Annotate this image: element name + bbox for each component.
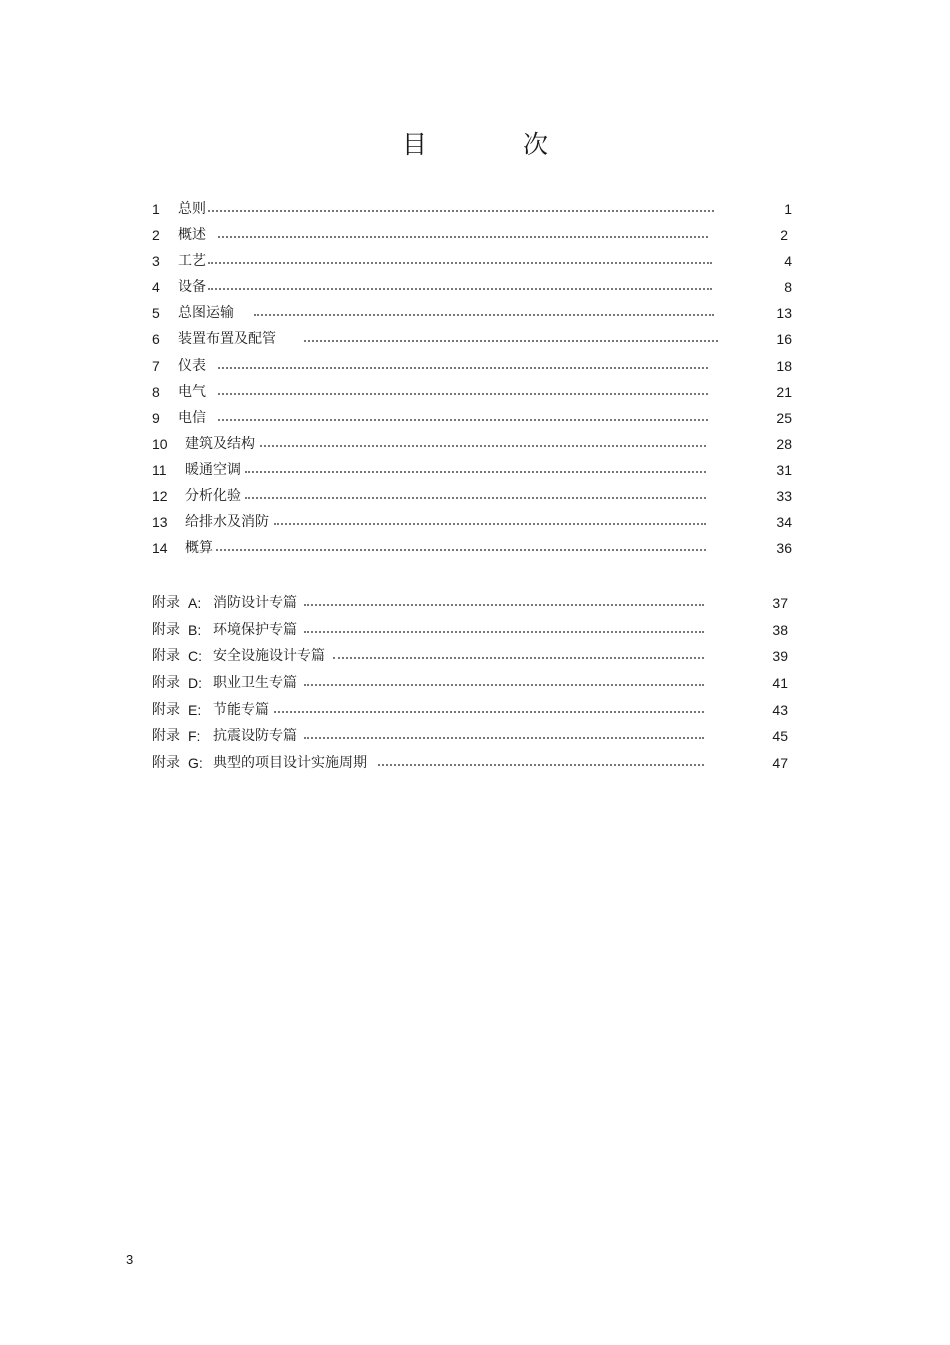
appendix-prefix: 附录 (152, 755, 180, 772)
toc-entry[interactable] (152, 248, 792, 274)
appendix-label: 安全设施设计专篇 (213, 648, 325, 665)
appendix-page: 37 (772, 595, 788, 611)
appendix-letter: F: (188, 728, 201, 745)
toc-entry-number: 7 (152, 357, 160, 374)
dot-leader (245, 495, 706, 499)
toc-entry-page: 2 (780, 227, 788, 244)
appendix-entry[interactable] (152, 617, 788, 644)
toc-entry[interactable] (152, 405, 792, 431)
appendix-prefix: 附录 (152, 675, 180, 692)
toc-entry-number: 9 (152, 409, 160, 426)
toc-entry[interactable] (152, 222, 792, 248)
appendix-letter: E: (188, 701, 202, 718)
appendix-label: 消防设计专篇 (213, 595, 297, 611)
appendix-letter: A: (188, 595, 202, 611)
appendix-page: 47 (772, 755, 788, 772)
toc-entry-page: 36 (776, 540, 792, 557)
appendix-prefix: 附录 (152, 595, 180, 611)
toc-entry[interactable] (152, 509, 792, 535)
dot-leader (218, 234, 708, 238)
page-number: 3 (126, 1252, 134, 1267)
toc-entry-number: 4 (152, 279, 160, 296)
appendix-page: 39 (772, 648, 788, 665)
appendix-prefix: 附录 (152, 728, 180, 745)
toc-entry-page: 33 (776, 488, 792, 505)
toc-entry[interactable] (152, 326, 792, 352)
dot-leader (274, 521, 706, 525)
appendix-label: 抗震设防专篇 (213, 728, 297, 745)
toc-entry-number: 8 (152, 383, 160, 400)
appendix-prefix: 附录 (152, 701, 180, 718)
toc-entry-label: 给排水及消防 (185, 514, 269, 531)
toc-entry[interactable] (152, 274, 792, 300)
appendix-letter: B: (188, 621, 202, 638)
toc-entry-page: 21 (776, 383, 792, 400)
dot-leader (208, 260, 712, 264)
dot-leader (333, 655, 704, 659)
toc-entry-page: 25 (776, 409, 792, 426)
appendix-entry[interactable] (152, 697, 788, 724)
appendix-letter: D: (188, 675, 202, 692)
toc-entry-page: 28 (776, 435, 792, 452)
toc-entry-number: 3 (152, 253, 160, 270)
toc-entry-label: 总图运输 (178, 305, 234, 322)
appendix-label: 典型的项目设计实施周期 (213, 755, 367, 772)
appendix-page: 38 (772, 621, 788, 638)
dot-leader (208, 286, 712, 290)
toc-entry[interactable] (152, 300, 792, 326)
toc-entry-label: 装置布置及配管 (178, 331, 276, 348)
toc-entry-label: 概述 (178, 227, 206, 244)
toc-entry-label: 工艺 (178, 253, 206, 270)
toc-entry-page: 1 (784, 201, 792, 217)
toc-entry[interactable] (152, 483, 792, 509)
dot-leader (378, 762, 704, 766)
appendix-entry[interactable] (152, 643, 788, 670)
toc-entry-number: 12 (152, 488, 168, 505)
toc-entry-page: 16 (776, 331, 792, 348)
appendix-entry[interactable] (152, 750, 788, 777)
dot-leader (260, 443, 706, 447)
toc-entry-label: 设备 (178, 279, 206, 296)
toc-entry[interactable] (152, 196, 792, 222)
toc-list (152, 196, 792, 561)
appendix-prefix: 附录 (152, 621, 180, 638)
toc-entry-label: 总则 (178, 201, 206, 217)
appendix-letter: C: (188, 648, 202, 665)
toc-entry-number: 10 (152, 435, 168, 452)
appendix-page: 45 (772, 728, 788, 745)
toc-entry[interactable] (152, 457, 792, 483)
appendix-label: 职业卫生专篇 (213, 675, 297, 692)
dot-leader (304, 602, 704, 606)
toc-entry-label: 分析化验 (185, 488, 241, 505)
appendix-entry[interactable] (152, 670, 788, 697)
appendix-label: 节能专篇 (213, 701, 269, 718)
toc-entry-label: 电信 (178, 409, 206, 426)
appendix-prefix: 附录 (152, 648, 180, 665)
dot-leader (304, 629, 704, 633)
toc-entry[interactable] (152, 535, 792, 561)
toc-entry-page: 18 (776, 357, 792, 374)
appendix-entry[interactable] (152, 590, 788, 617)
dot-leader (218, 391, 708, 395)
toc-entry-page: 13 (776, 305, 792, 322)
toc-entry-number: 6 (152, 331, 160, 348)
toc-entry-number: 11 (152, 461, 167, 478)
toc-entry-number: 14 (152, 540, 168, 557)
dot-leader (245, 469, 706, 473)
toc-entry[interactable] (152, 353, 792, 379)
toc-entry-page: 8 (784, 279, 792, 296)
toc-entry-page: 4 (784, 253, 792, 270)
toc-entry-number: 13 (152, 514, 168, 531)
toc-entry-number: 2 (152, 227, 160, 244)
appendix-letter: G: (188, 755, 203, 772)
toc-entry-label: 概算 (185, 540, 213, 557)
toc-entry[interactable] (152, 379, 792, 405)
dot-leader (274, 709, 704, 713)
dot-leader (216, 547, 706, 551)
dot-leader (304, 735, 704, 739)
toc-entry-number: 1 (152, 201, 160, 217)
dot-leader (208, 208, 714, 212)
toc-entry-page: 34 (776, 514, 792, 531)
toc-entry[interactable] (152, 431, 792, 457)
toc-entry-label: 建筑及结构 (185, 435, 255, 452)
toc-entry-label: 电气 (178, 383, 206, 400)
toc-entry-label: 暖通空调 (185, 461, 241, 478)
toc-entry-page: 31 (776, 461, 792, 478)
dot-leader (304, 338, 718, 342)
appendix-page: 43 (772, 701, 788, 718)
dot-leader (218, 417, 708, 421)
appendix-label: 环境保护专篇 (213, 621, 297, 638)
dot-leader (254, 312, 714, 316)
toc-entry-label: 仪表 (178, 357, 206, 374)
dot-leader (304, 682, 704, 686)
appendix-list (152, 590, 788, 777)
dot-leader (218, 365, 708, 369)
appendix-entry[interactable] (152, 723, 788, 750)
page-title: 目 次 (402, 130, 592, 159)
appendix-page: 41 (772, 675, 788, 692)
toc-entry-number: 5 (152, 305, 160, 322)
